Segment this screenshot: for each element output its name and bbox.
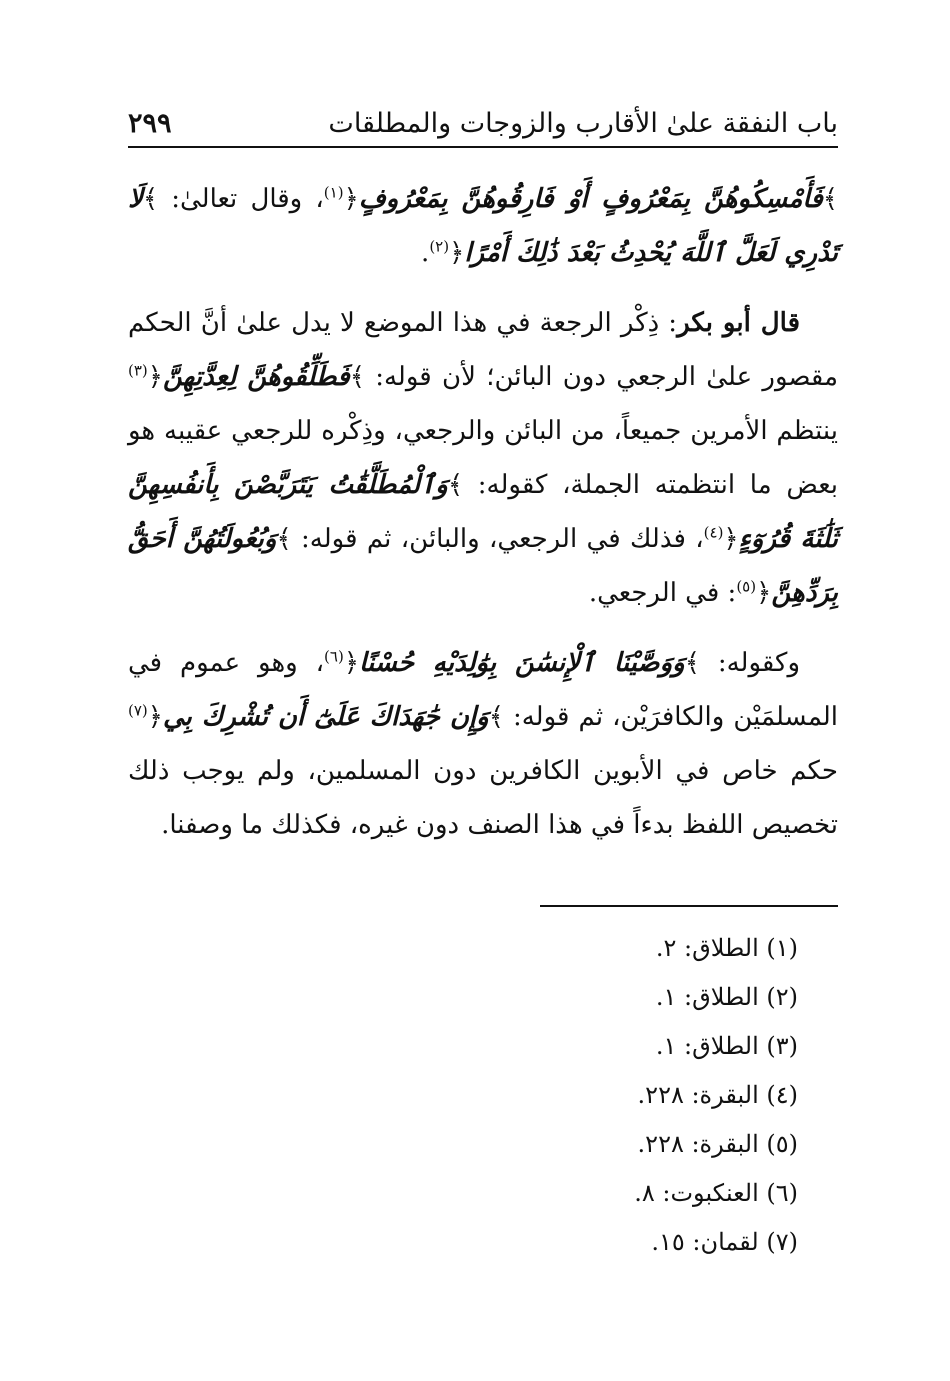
running-header [128, 98, 838, 144]
footnote-item: (٣) الطلاق: ١. [655, 1032, 798, 1060]
footnote-ref: (١) [323, 183, 344, 202]
page-number: ٢٩٩ [128, 108, 172, 139]
main-text [128, 172, 838, 868]
footnote-ref: (٧) [128, 701, 148, 720]
quran-verse: ﴾وَبُعُولَتُهُنَّ أَحَقُّ بِرَدِّهِنَّ﴿ [128, 524, 838, 608]
ornate-bracket-close: ﴿ [756, 578, 772, 608]
footnote-rule [540, 905, 838, 907]
ornate-bracket-close: ﴿ [147, 362, 164, 392]
ornate-bracket-open: ﴾ [488, 702, 504, 732]
ornate-bracket-close: ﴿ [343, 648, 360, 678]
ornate-bracket-open: ﴾ [822, 184, 838, 214]
quran-verse: ﴾فَطَلِّقُوهُنَّ لِعِدَّتِهِنَّ﴿ [147, 362, 365, 392]
ornate-bracket-close: ﴿ [343, 184, 359, 214]
chapter-title: باب النفقة علىٰ الأقارب والزوجات والمطلقات [328, 108, 838, 139]
ornate-bracket-close: ﴿ [723, 524, 739, 554]
ornate-bracket-open: ﴾ [276, 524, 292, 554]
quran-verse: ﴾فَأَمْسِكُوهُنَّ بِمَعْرُوفٍ أَوْ فَارِقُوهُنَّ بِمَعْرُوفٍ﴿ [343, 184, 838, 214]
quran-verse: ﴾وَإِن جَٰهَدَاكَ عَلَىٰٓ أَن تُشْرِكَ بِي﴿ [147, 702, 504, 732]
footnote-item: (٥) البقرة: ٢٢٨. [637, 1130, 798, 1158]
text-run: . [421, 238, 430, 268]
footnote-item: (٢) الطلاق: ١. [655, 983, 798, 1011]
footnote-item: (٤) البقرة: ٢٢٨. [637, 1081, 798, 1109]
footnote-item: (١) الطلاق: ٢. [655, 934, 798, 962]
footnote-ref: (٣) [128, 361, 148, 380]
ornate-bracket-open: ﴾ [142, 184, 159, 214]
quran-verse: ﴾وَوَصَّيْنَا ٱلْإِنسَٰنَ بِوَٰلِدَيْهِ حُسْنًا﴿ [343, 648, 700, 678]
speaker-name: قال أبو بكر [677, 308, 800, 338]
footnote-ref: (٤) [703, 523, 724, 542]
text-run: ينتظم الأمرين جميعاً، من البائن والرجعي، وذِكْره للرجعي عقيبه هو بعض ما انتظمته الجملة، كقوله: [128, 416, 838, 500]
paragraph-3 [128, 636, 838, 852]
text-run: : ذِكْر الرجعة في هذا الموضع لا يدل علىٰ أنَّ الحكم مقصور علىٰ الرجعي دون البائن؛ لأن قوله: [128, 308, 838, 392]
quran-verse: ﴾وَٱلْمُطَلَّقَٰتُ يَتَرَبَّصْنَ بِأَنفُسِهِنَّ ثَلَٰثَةَ قُرُوٓءٍ﴿ [128, 470, 838, 554]
text-run: حكم خاص في الأبوين الكافرين دون المسلمين، ولم يوجب ذلك تخصيص اللفظ بدءاً في هذا الصنف دون غيره، فكذلك ما وصفنا. [128, 756, 838, 840]
ornate-bracket-close: ﴿ [449, 238, 465, 268]
text-run: ، وهو عموم في المسلمَيْن والكافرَيْن، ثم قوله: [128, 648, 838, 732]
text-run: ، فذلك في الرجعي، والبائن، ثم قوله: [291, 524, 704, 554]
footnote-ref: (٥) [736, 577, 757, 596]
header-rule [128, 146, 838, 148]
ornate-bracket-open: ﴾ [684, 648, 700, 678]
footnote-ref: (٢) [429, 237, 450, 256]
ornate-bracket-open: ﴾ [447, 470, 464, 500]
text-run: ، وقال تعالىٰ: [158, 184, 324, 214]
footnote-ref: (٦) [324, 647, 344, 666]
text-run: وكقوله: [699, 648, 800, 678]
text-run: : في الرجعي. [588, 578, 737, 608]
ornate-bracket-open: ﴾ [349, 362, 365, 392]
footnotes-list [634, 924, 798, 1267]
ornate-bracket-close: ﴿ [147, 702, 164, 732]
paragraph-1 [128, 172, 838, 280]
paragraph-2 [128, 296, 838, 620]
footnote-item: (٧) لقمان: ١٥. [651, 1228, 798, 1256]
footnote-item: (٦) العنكبوت: ٨. [634, 1179, 798, 1207]
quran-verse: ﴾لَا تَدْرِي لَعَلَّ ٱللَّهَ يُحْدِثُ بَعْدَ ذَٰلِكَ أَمْرًا﴿ [128, 184, 838, 268]
